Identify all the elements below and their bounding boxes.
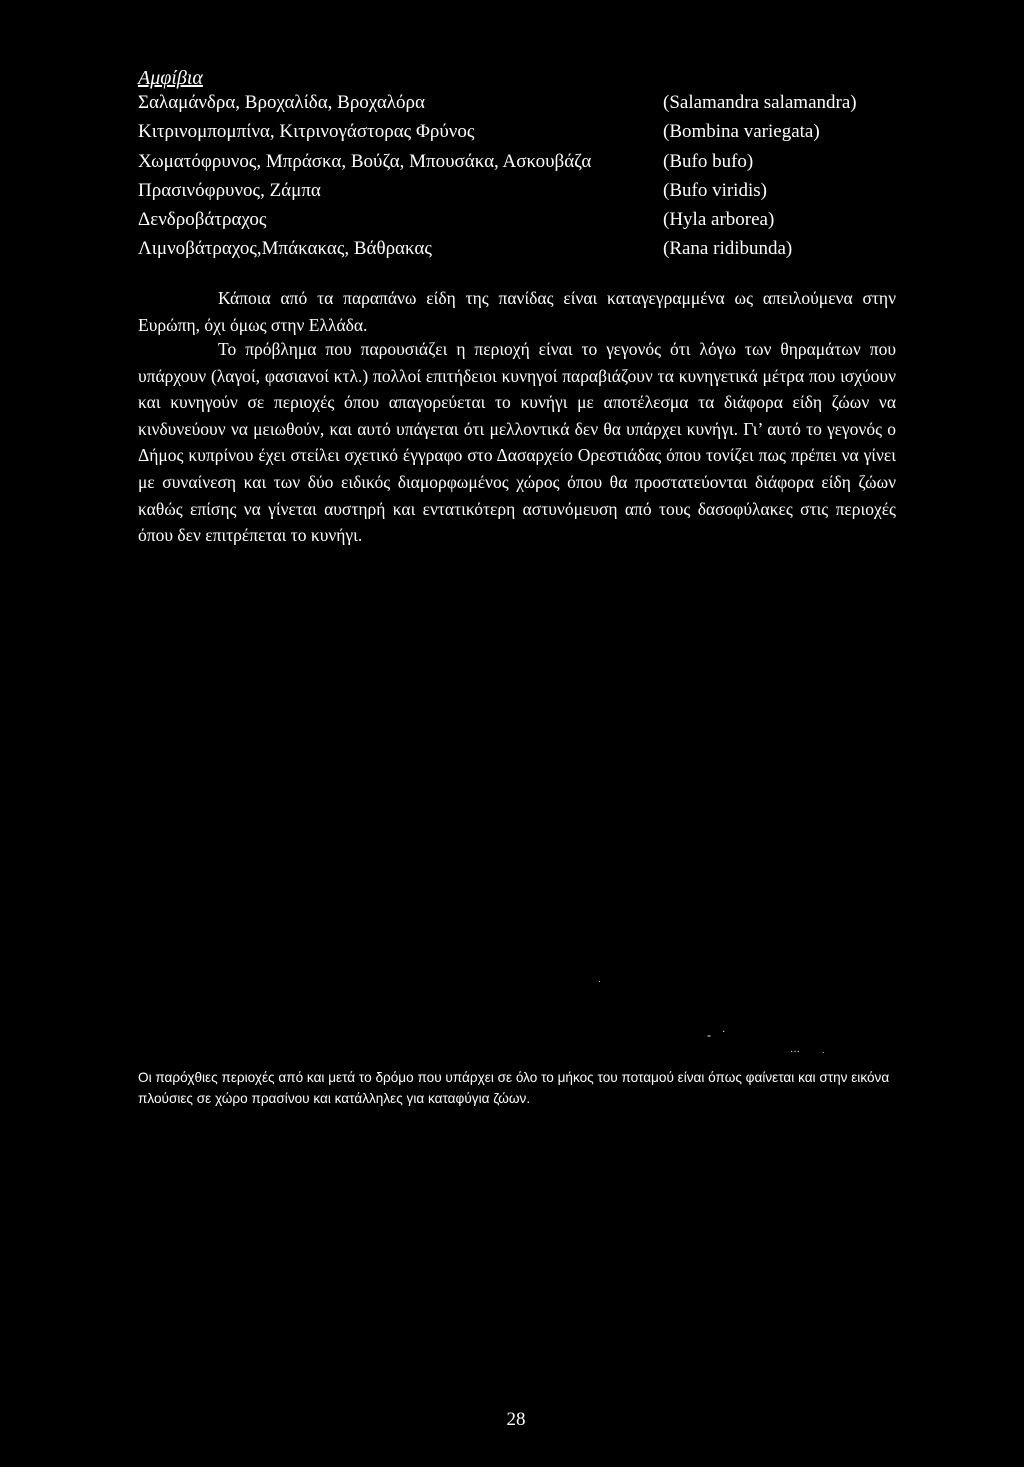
species-common-name: Χωματόφρυνος, Μπράσκα, Βούζα, Μπουσάκα, Ασκουβάζα xyxy=(138,150,592,172)
threatened-species-paragraph: Κάποια από τα παραπάνω είδη της πανίδας είναι καταγεγραμμένα ως απειλούμενα στην Ευρώπη, όχι όμως στην Ελλάδα. xyxy=(138,288,896,335)
hunting-problem-paragraph: Το πρόβλημα που παρουσιάζει η περιοχή είναι το γεγονός ότι λόγω των θηραμάτων που υπάρχουν (λαγοί, φασιανοί κτλ.) πολλοί επιτήδειοι κυνηγοί παραβιάζουν τα κυνηγετικά μέτρα που ισχύουν και κυνηγούν σε περιοχές όπου απαγορεύεται το κυνήγι με αποτέλεσμα τα διάφορα είδη ζώων να κινδυνεύουν να μειωθούν, και αυτό υπάγεται ότι μελλοντικά δεν θα υπάρχει κυνήγι. Γι’ αυτό το γεγονός ο Δήμος κυπρίνου έχει στείλει σχετικό έγγραφο στο Δασαρχείο Ορεστιάδας όπου τονίζει πως πρέπει να γίνει με συναίνεση και των δύο ειδικός διαμορφωμένος χώρος όπου θα προστατεύονται διάφορα είδη ζώων καθώς επίσης να γίνεται αυστηρή και εντατικότερη αστυνόμευση από τους δασοφύλακες στις περιοχές όπου δεν επιτρέπεται το κυνήγι. xyxy=(138,339,896,546)
species-common-name: Πρασινόφρυνος, Ζάμπα xyxy=(138,179,321,201)
species-row xyxy=(138,207,898,236)
species-row xyxy=(138,119,898,148)
scan-speck: · xyxy=(822,1048,825,1057)
scan-speck: - xyxy=(707,1028,711,1042)
species-row xyxy=(138,149,898,178)
species-common-name: Λιμνοβάτραχος,Μπάκακας, Βάθρακας xyxy=(138,238,432,260)
species-row xyxy=(138,90,898,119)
species-latin-name: (Bufo viridis) xyxy=(663,179,767,201)
species-latin-name: (Bufo bufo) xyxy=(663,150,754,172)
figure-caption: Οι παρόχθιες περιοχές από και μετά το δρόμο που υπάρχει σε όλο το μήκος του ποταμού είναι όπως φαίνεται και στην εικόνα πλούσιες σε χώρο πρασίνου και κατάλληλες για καταφύγια ζώων. xyxy=(138,1070,890,1106)
scan-speck: ··· xyxy=(790,1046,800,1057)
species-common-name: Σαλαμάνδρα, Βροχαλίδα, Βροχαλόρα xyxy=(138,92,425,113)
species-latin-name: (Salamandra salamandra) xyxy=(663,92,857,113)
species-latin-name: (Hyla arborea) xyxy=(663,209,775,231)
scan-speck: · xyxy=(722,1026,726,1037)
species-common-name: Δενδροβάτραχος xyxy=(138,209,267,231)
species-common-name: Κιτρινομπομπίνα, Κιτρινογάστορας Φρύνος xyxy=(138,121,475,143)
species-latin-name: (Bombina variegata) xyxy=(663,121,820,143)
species-list xyxy=(138,90,898,266)
section-heading: Αμφίβια xyxy=(138,67,203,89)
species-row xyxy=(138,178,898,207)
page-number: 28 xyxy=(506,1409,526,1430)
species-row xyxy=(138,236,898,265)
scan-speck: · xyxy=(598,976,601,986)
species-latin-name: (Rana ridibunda) xyxy=(663,238,793,260)
